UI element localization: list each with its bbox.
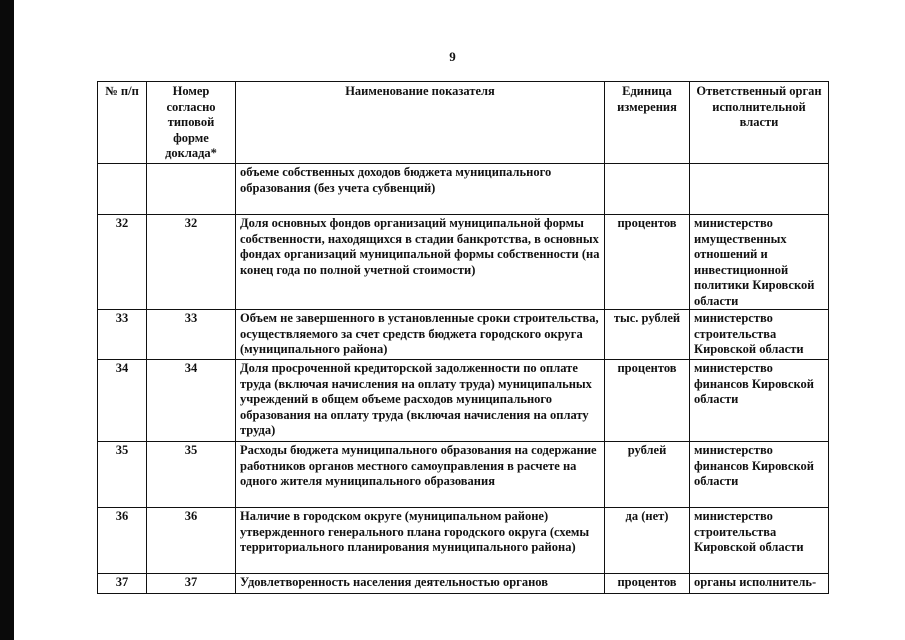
cell-number: 35 (98, 442, 147, 508)
scan-left-edge-bar (0, 0, 14, 640)
cell-number (98, 164, 147, 215)
header-form-number: Номер согласно типовой форме доклада* (147, 82, 236, 164)
cell-number: 34 (98, 360, 147, 442)
cell-form-number: 34 (147, 360, 236, 442)
cell-responsible-body: министерство строительства Кировской области (690, 310, 829, 360)
cell-unit: процентов (605, 215, 690, 310)
cell-unit: процентов (605, 574, 690, 594)
cell-indicator-name: Объем не завершенного в установленные сроки строительства, осуществляемого за счет средств бюджета городского округа (муниципального района) (236, 310, 605, 360)
cell-number: 32 (98, 215, 147, 310)
indicators-table (97, 81, 829, 594)
cell-unit: да (нет) (605, 508, 690, 574)
header-responsible-body: Ответственный орган исполнительной власти (690, 82, 829, 164)
cell-unit: процентов (605, 360, 690, 442)
cell-form-number (147, 164, 236, 215)
cell-indicator-name: объеме собственных доходов бюджета муниципального образования (без учета субвенций) (236, 164, 605, 215)
cell-indicator-name: Доля основных фондов организаций муниципальной формы собственности, находящихся в стадии банкротства, в основных фондах организаций муниципальной формы собственности (на конец года по полной учетной стоимости) (236, 215, 605, 310)
cell-responsible-body (690, 164, 829, 215)
cell-indicator-name: Наличие в городском округе (муниципальном районе) утвержденного генерального плана городского округа (схемы территориального планирования муниципального района) (236, 508, 605, 574)
table-row (98, 574, 829, 594)
cell-responsible-body: органы исполнитель- (690, 574, 829, 594)
cell-unit: тыс. рублей (605, 310, 690, 360)
table-header-row (98, 82, 829, 164)
cell-form-number: 32 (147, 215, 236, 310)
cell-number: 33 (98, 310, 147, 360)
table-row (98, 508, 829, 574)
table-row (98, 215, 829, 310)
page-number: 9 (449, 49, 456, 64)
cell-indicator-name: Расходы бюджета муниципального образования на содержание работников органов местного самоуправления в расчете на одного жителя муниципального образования (236, 442, 605, 508)
header-indicator-name: Наименование показателя (236, 82, 605, 164)
cell-indicator-name: Удовлетворенность населения деятельностью органов (236, 574, 605, 594)
cell-responsible-body: министерство финансов Кировской области (690, 442, 829, 508)
cell-responsible-body: министерство строительства Кировской области (690, 508, 829, 574)
cell-unit: рублей (605, 442, 690, 508)
table-row (98, 360, 829, 442)
cell-responsible-body: министерство имущественных отношений и инвестиционной политики Кировской области (690, 215, 829, 310)
cell-number: 36 (98, 508, 147, 574)
cell-responsible-body: министерство финансов Кировской области (690, 360, 829, 442)
table-row (98, 164, 829, 215)
header-number: № п/п (98, 82, 147, 164)
cell-unit (605, 164, 690, 215)
cell-form-number: 37 (147, 574, 236, 594)
cell-indicator-name: Доля просроченной кредиторской задолженности по оплате труда (включая начисления на оплату труда) муниципальных учреждений в общем объеме расходов муниципального образования на оплату труда (включая начисления на оплату труда) (236, 360, 605, 442)
cell-form-number: 36 (147, 508, 236, 574)
cell-form-number: 35 (147, 442, 236, 508)
header-unit: Единица измерения (605, 82, 690, 164)
table-row (98, 310, 829, 360)
cell-number: 37 (98, 574, 147, 594)
table-row (98, 442, 829, 508)
cell-form-number: 33 (147, 310, 236, 360)
